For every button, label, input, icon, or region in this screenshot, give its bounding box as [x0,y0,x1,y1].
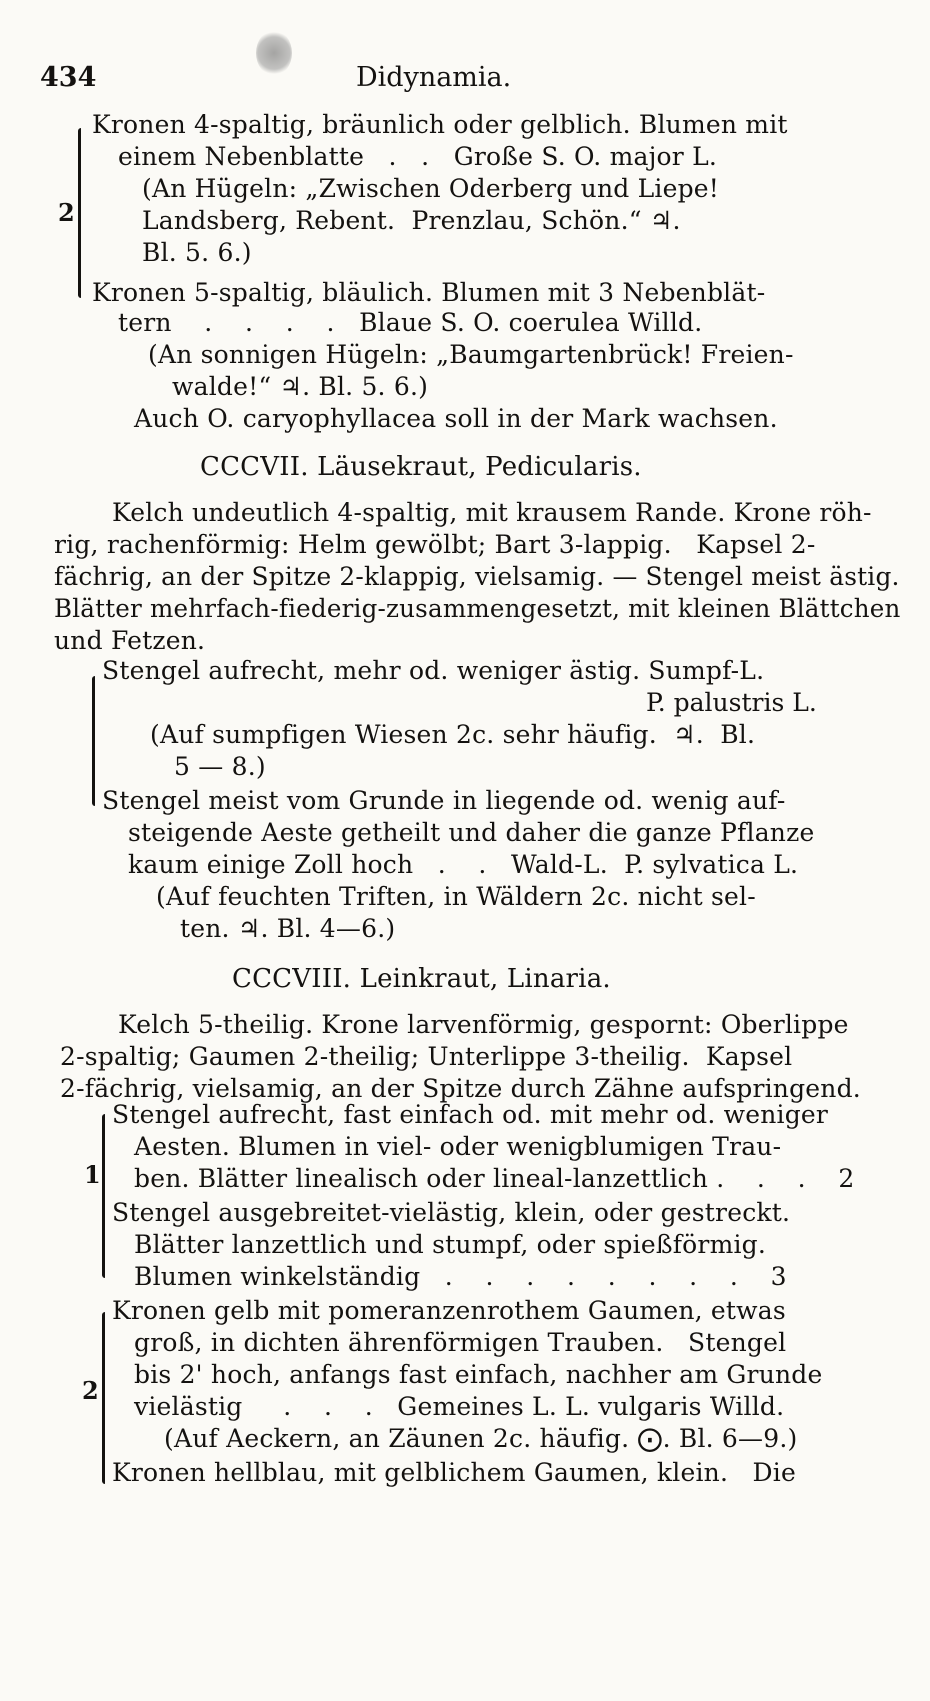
key-line: Stengel aufrecht, mehr od. weniger ästig. Sumpf-L. [102,656,765,685]
key-line: Blätter lanzettlich und stumpf, oder spießförmig. [134,1230,767,1259]
note-line: Auch O. caryophyllacea soll in der Mark wachsen. [134,404,778,433]
key-line: einem Nebenblatte . . Große S. O. major L. [118,142,718,171]
genus-heading: CCCVIII. Leinkraut, Linaria. [232,964,611,994]
key-line: Bl. 5. 6.) [142,238,252,267]
key-brace [102,1114,105,1278]
key-line: Aesten. Blumen in viel- oder wenigblumigen Trau- [134,1132,782,1161]
key-line: Kronen 5-spaltig, bläulich. Blumen mit 3 Nebenblät- [92,278,766,307]
key-line: (Auf sumpfigen Wiesen 2c. sehr häufig. ♃. Bl. [150,720,756,749]
key-line: walde!“ ♃. Bl. 5. 6.) [172,372,429,401]
page-number: 434 [40,62,97,93]
key-line: (An sonnigen Hügeln: „Baumgartenbrück! Freien- [148,340,794,369]
genus-heading: CCCVII. Läusekraut, Pedicularis. [200,452,642,482]
key-line: Blumen winkelständig . . . . . . . . 3 [134,1262,787,1291]
key-line: Kronen 4-spaltig, bräunlich oder gelblich. Blumen mit [92,110,788,139]
key-number: 2 [82,1376,99,1405]
key-number: 1 [84,1160,101,1189]
key-line: ten. ♃. Bl. 4—6.) [180,914,396,943]
description-line: fächrig, an der Spitze 2-klappig, vielsamig. — Stengel meist ästig. [54,562,900,591]
key-line: Stengel meist vom Grunde in liegende od. wenig auf- [102,786,786,815]
key-brace [102,1312,105,1484]
description-line: 2-fächrig, vielsamig, an der Spitze durch Zähne aufspringend. [60,1074,861,1103]
key-line: Stengel aufrecht, fast einfach od. mit mehr od. weniger [112,1100,829,1129]
ink-smudge [256,30,292,76]
key-line: tern . . . . Blaue S. O. coerulea Willd. [118,308,703,337]
key-line: Kronen hellblau, mit gelblichem Gaumen, klein. Die [112,1458,796,1487]
key-line: (Auf feuchten Triften, in Wäldern 2c. nicht sel- [156,882,756,911]
key-line: groß, in dichten ährenförmigen Trauben. Stengel [134,1328,787,1357]
key-line: Landsberg, Rebent. Prenzlau, Schön.“ ♃. [142,206,681,235]
key-brace [78,128,81,298]
running-title: Didynamia. [356,62,512,93]
key-line: Kronen gelb mit pomeranzenrothem Gaumen, etwas [112,1296,786,1325]
key-line: Stengel ausgebreitet-vielästig, klein, oder gestreckt. [112,1198,791,1227]
description-line: und Fetzen. [54,626,206,655]
description-line: 2-spaltig; Gaumen 2-theilig; Unterlippe 3-theilig. Kapsel [60,1042,793,1071]
key-line: steigende Aeste getheilt und daher die ganze Pflanze [128,818,815,847]
key-line: ben. Blätter linealisch oder lineal-lanzettlich . . . 2 [134,1164,855,1193]
key-line: bis 2' hoch, anfangs fast einfach, nachher am Grunde [134,1360,823,1389]
key-brace [92,676,95,806]
description-line: Kelch undeutlich 4-spaltig, mit krausem Rande. Krone röh- [112,498,872,527]
key-line: (An Hügeln: „Zwischen Oderberg und Liepe! [142,174,720,203]
key-line: vielästig . . . Gemeines L. L. vulgaris Willd. [134,1392,785,1421]
key-number: 2 [58,198,75,227]
key-line: (Auf Aeckern, an Zäunen 2c. häufig. ⨀. Bl. 6—9.) [164,1424,798,1453]
key-line: kaum einige Zoll hoch . . Wald-L. P. sylvatica L. [128,850,799,879]
key-line-right: P. palustris L. [646,688,817,717]
description-line: Blätter mehrfach-fiederig-zusammengesetzt, mit kleinen Blättchen [54,594,901,623]
description-line: Kelch 5-theilig. Krone larvenförmig, gespornt: Oberlippe [118,1010,849,1039]
description-line: rig, rachenförmig: Helm gewölbt; Bart 3-lappig. Kapsel 2- [54,530,816,559]
key-line: 5 — 8.) [174,752,266,781]
